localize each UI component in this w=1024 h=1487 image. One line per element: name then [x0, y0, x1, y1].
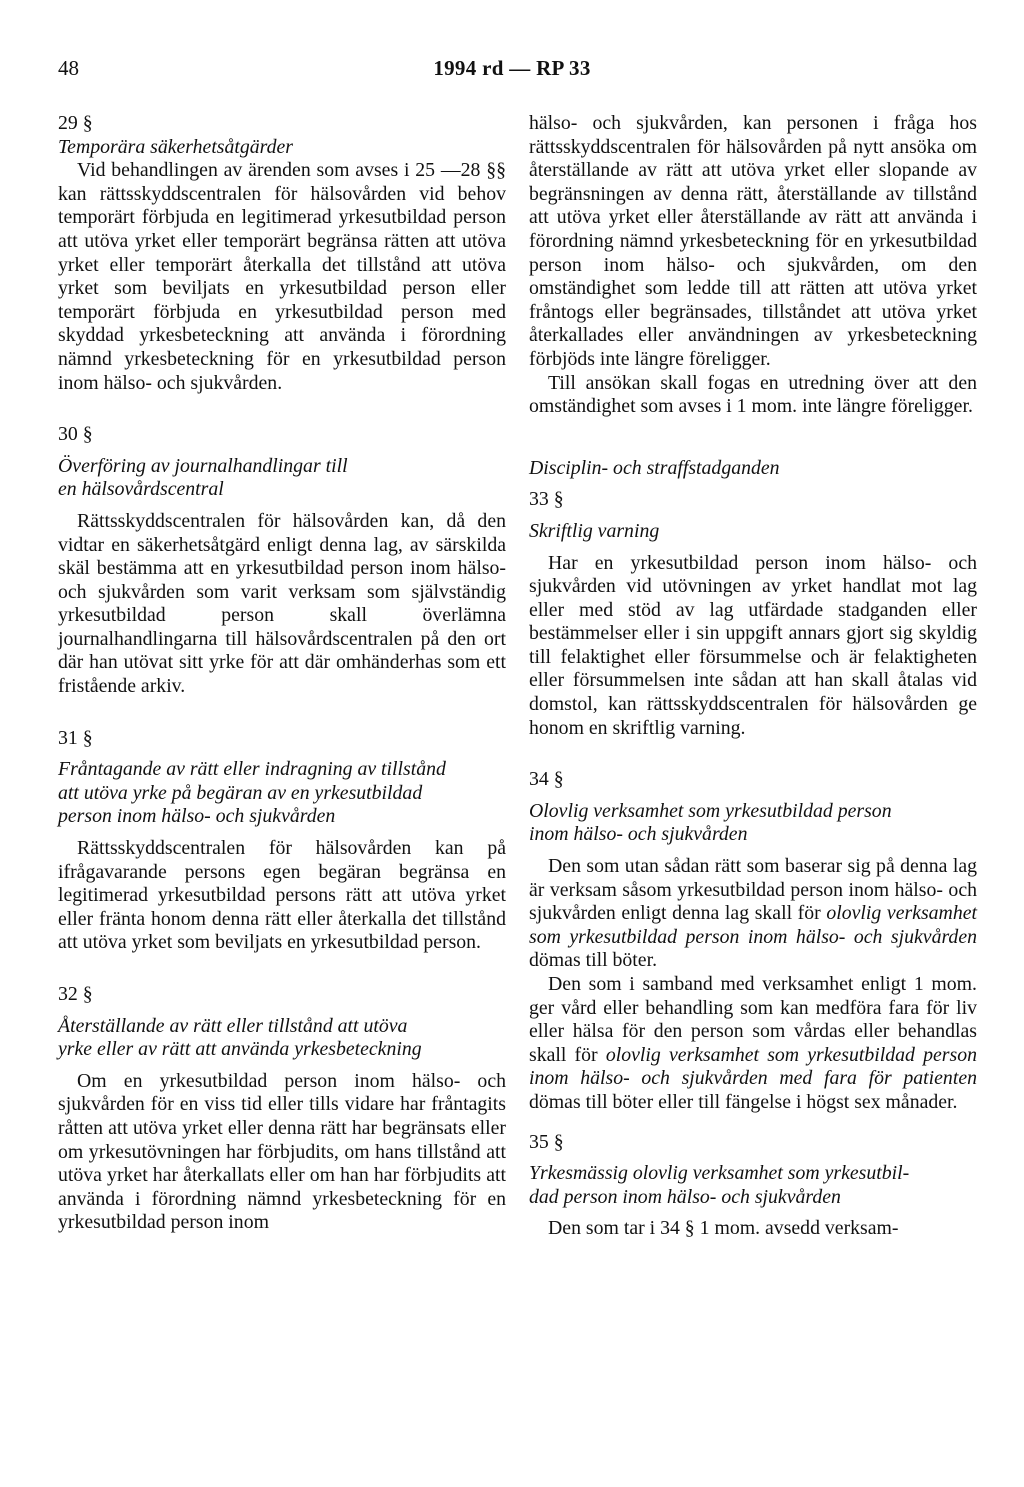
- section-31-title-line-3: person inom hälso- och sjukvården: [58, 805, 336, 828]
- section-35-title-line-2: dad person inom hälso- och sjukvården: [529, 1185, 841, 1208]
- running-head: 1994 rd — RP 33: [433, 56, 591, 80]
- section-33-number: 33 §: [529, 488, 564, 511]
- section-34-p1-text-a: Den som utan sådan rätt som baserar sig på denna lag är verksam såsom yrkesutbildad person inom hälso- och sjukvården enligt denna lag skall för: [529, 855, 977, 925]
- continued-paragraph-2: Till ansökan skall fogas en utredning över att den omständighet som avses i 1 mom. inte längre föreligger.: [529, 371, 977, 418]
- section-30-paragraph: Rättsskyddscentralen för hälsovården kan, då den vidtar en säkerhetsåtgärd enligt denna lag, av särskilda skäl bestämma att en yrkesutbildad person inom hälso- och sjukvården som varit verksam som självständig yrkesutbildad person skall överlämna journalhandlingarna till hälsovårdscentralen på den ort där han utövat sitt yrke för att där omhänderhas som ett fristående arkiv.: [58, 509, 506, 698]
- section-30-title-line-1: Överföring av journalhandlingar till: [58, 454, 348, 477]
- section-29-number: 29 §: [58, 112, 93, 134]
- section-30-title-line-2: en hälsovårdscentral: [58, 478, 224, 501]
- section-34-title-line-2: inom hälso- och sjukvården: [529, 823, 748, 846]
- section-30-number: 30 §: [58, 423, 93, 446]
- section-35-paragraph: Den som tar i 34 § 1 mom. avsedd verksam-: [548, 1217, 899, 1240]
- section-34-paragraph-1: [529, 855, 977, 973]
- section-35-title-line-1: Yrkesmässig olovlig verksamhet som yrkesutbil-: [529, 1162, 910, 1185]
- section-34-p2-text-c: dömas till böter eller till fängelse i högst sex månader.: [529, 1090, 958, 1113]
- section-31-paragraph: Rättsskyddscentralen för hälsovården kan på ifrågavarande persons egen begäran begränsa en legitimerad yrkesutbildad persons rätt att utöva yrket eller fränta honom denna rätt eller återkalla det tillstånd att utöva yrket som beviljats en yrkesutbildad person.: [58, 837, 506, 954]
- page-number: 48: [58, 56, 79, 80]
- section-34-p1-offence: olovlig verksamhet som yrkesutbildad person inom hälso- och sjukvården: [529, 902, 977, 948]
- section-29-title: Temporära säkerhetsåtgärder: [58, 135, 294, 158]
- section-33-paragraph: Har en yrkesutbildad person inom hälso- och sjukvården vid utövningen av yrket handlat mot lag eller med stöd av lag utfärdade stadganden eller bestämmelser eller i sin uppgift annars gjort sig skyldig till felaktighet eller försummelse och är felaktigheten eller försummelsen inte sådan att han skall åtalas vid domstol, kan rättsskyddscentralen för hälsovården ge honom en skriftlig varning.: [529, 551, 977, 739]
- section-34-p2-offence: olovlig verksamhet som yrkesutbildad person inom hälso- och sjukvården med fara för patienten: [529, 1043, 977, 1090]
- chapter-title: Disciplin- och straffstadganden: [529, 456, 780, 479]
- section-35-number: 35 §: [529, 1130, 564, 1153]
- section-32-title-line-1: Återställande av rätt eller tillstånd att utöva: [58, 1014, 408, 1037]
- section-34-paragraph-2: [529, 973, 977, 1115]
- section-32-paragraph: Om en yrkesutbildad person inom hälso- och sjukvården för en viss tid eller tills vidare har fråntagits råtten att utöva yrket eller denna rätt har begränsats eller om yrkesutövningen har förbjudits, om hans tillstånd att utöva yrket har återkallats eller om han har förbjudits att använda i förordning nämnd yrkesbeteckning för en yrkesutbildad person inom: [58, 1069, 506, 1234]
- section-31-title-line-2: att utöva yrke på begäran av en yrkesutbildad: [58, 781, 423, 804]
- section-32-number: 32 §: [58, 983, 93, 1005]
- section-34-p2-text-a: Den som i samband med verksamhet enligt 1 mom. ger vård eller behandling som kan medföra fara för liv eller hälsa för den person som vårdas eller behandlas skall för: [529, 973, 977, 1066]
- section-33-title: Skriftlig varning: [529, 519, 660, 542]
- right-column: [529, 112, 977, 1241]
- section-29-paragraph: Vid behandlingen av ärenden som avses i 25 —28 §§ kan rättsskyddscentralen för hälsovården vid behov temporärt förbjuda en legitimerad yrkesutbildad person att utöva yrket eller temporärt begränsa rätten att utöva yrket eller temporärt återkalla det tillstånd att utöva yrket som beviljats en yrkesutbildad person eller temporärt förbjuda en yrkesutbildad person med skyddad yrkesbeteckning att använda i förordning nämnd yrkesbeteckning för en yrkesutbildad person inom hälso- och sjukvården.: [58, 159, 506, 394]
- section-32-title-line-2: yrke eller av rätt att använda yrkesbeteckning: [58, 1038, 422, 1061]
- left-column: [58, 112, 506, 1235]
- section-34-number: 34 §: [529, 768, 564, 791]
- section-31-title-line-1: Fråntagande av rätt eller indragning av tillstånd: [58, 758, 446, 781]
- page-header: [58, 56, 966, 86]
- section-34-title-line-1: Olovlig verksamhet som yrkesutbildad person: [529, 799, 892, 822]
- section-34-p1-text-c: dömas till böter.: [529, 949, 658, 972]
- section-31-number: 31 §: [58, 726, 93, 749]
- continued-paragraph: hälso- och sjukvården, kan personen i fråga hos rättsskyddscentralen för hälsovården på nytt ansöka om återställande av rätt att utöva yrket eller slopande av begränsningen av denna rätt, återställande av tillstånd att utöva yrket eller återställande av rätt att använda i förordning nämnd yrkesbeteckning för en yrkesutbildad person inom hälso- och sjukvården, om den omständighet som ledde till att rätten att utöva yrket fråntogs eller begränsades, tillståndet att utöva yrket återkallades eller användningen av yrkesbeteckning förbjöds inte längre föreligger.: [529, 112, 977, 370]
